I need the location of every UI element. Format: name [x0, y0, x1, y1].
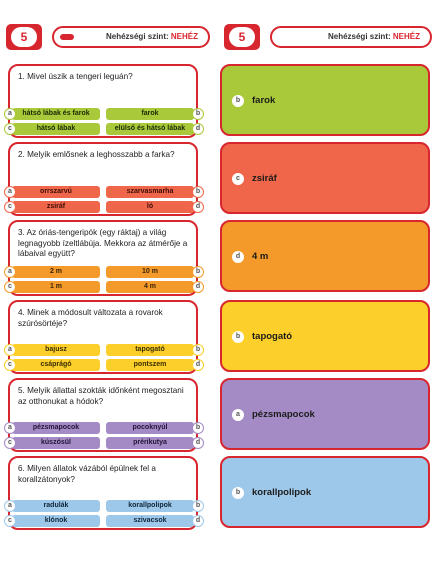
option-letter-b: b — [192, 500, 204, 512]
option-letter-a: a — [4, 186, 16, 198]
option-letter-d: d — [192, 515, 204, 527]
answer-card-5 — [220, 378, 430, 450]
option-letter-c: c — [4, 437, 16, 449]
answer-card-4 — [220, 300, 430, 372]
question-text: 3. Az óriás-tengeripók (egy ráktaj) a világ legnagyobb ízeltlábúja. Mekkora az átmérője a lábaival együtt? — [18, 228, 188, 258]
option-row — [2, 359, 204, 371]
option-b-button[interactable]: farok — [106, 108, 194, 120]
option-letter-a: a — [4, 108, 16, 120]
answer-card-3 — [220, 220, 430, 292]
option-d-button[interactable]: pontszem — [106, 359, 194, 371]
question-text: 6. Milyen állatok vázából épülnek fel a korallzátonyok? — [18, 464, 156, 484]
option-letter-a: a — [4, 266, 16, 278]
question-card-1 — [8, 64, 201, 138]
option-a-button[interactable]: bajusz — [12, 344, 100, 356]
option-row — [2, 123, 204, 135]
question-card-2 — [8, 142, 201, 216]
answer-text: tapogató — [252, 331, 293, 342]
option-row — [2, 500, 204, 512]
option-b-button[interactable]: pocoknyúl — [106, 422, 194, 434]
question-card-6 — [8, 456, 201, 530]
option-letter-c: c — [4, 281, 16, 293]
question-text: 1. Mivel úszik a tengeri leguán? — [18, 72, 133, 81]
answer-card-6 — [220, 456, 430, 528]
answer-text: korallpolipok — [252, 487, 312, 498]
option-letter-d: d — [192, 201, 204, 213]
answer-text: pézsmapocok — [252, 409, 315, 420]
option-d-button[interactable]: prérikutya — [106, 437, 194, 449]
option-letter-d: d — [192, 123, 204, 135]
option-row — [2, 344, 204, 356]
difficulty-label-text: Nehézségi szint: — [327, 32, 393, 41]
option-b-button[interactable]: korallpolipok — [106, 500, 194, 512]
answer-letter: b — [232, 487, 244, 499]
option-row — [2, 281, 204, 293]
option-d-button[interactable]: elülső és hátsó lábak — [106, 123, 194, 135]
option-a-button[interactable]: pézsmapocok — [12, 422, 100, 434]
option-d-button[interactable]: szivacsok — [106, 515, 194, 527]
option-row — [2, 186, 204, 198]
answer-letter: a — [232, 409, 244, 421]
answer-card-1 — [220, 64, 430, 136]
option-d-button[interactable]: ló — [106, 201, 194, 213]
option-letter-c: c — [4, 201, 16, 213]
option-letter-c: c — [4, 123, 16, 135]
header-right — [224, 24, 432, 50]
option-row — [2, 515, 204, 527]
option-c-button[interactable]: csáprágó — [12, 359, 100, 371]
option-letter-d: d — [192, 359, 204, 371]
option-a-button[interactable]: 2 m — [12, 266, 100, 278]
option-letter-d: d — [192, 281, 204, 293]
answer-text: 4 m — [252, 251, 269, 262]
header-left — [6, 24, 210, 50]
answer-text: zsiráf — [252, 173, 277, 184]
option-letter-b: b — [192, 422, 204, 434]
option-c-button[interactable]: 1 m — [12, 281, 100, 293]
option-b-button[interactable]: szarvasmarha — [106, 186, 194, 198]
card-number: 5 — [11, 27, 37, 47]
option-letter-b: b — [192, 108, 204, 120]
question-text: 5. Melyik állattal szokták időnként megosztani az otthonukat a hódok? — [18, 386, 184, 406]
answer-letter: b — [232, 95, 244, 107]
option-row — [2, 201, 204, 213]
option-c-button[interactable]: klónok — [12, 515, 100, 527]
card-number-badge — [224, 24, 260, 50]
option-letter-b: b — [192, 186, 204, 198]
option-letter-a: a — [4, 344, 16, 356]
option-b-button[interactable]: tapogató — [106, 344, 194, 356]
option-row — [2, 437, 204, 449]
question-text: 2. Melyik emlősnek a leghosszabb a farka? — [18, 150, 175, 159]
option-row — [2, 266, 204, 278]
difficulty-label — [270, 26, 432, 48]
question-card-3 — [8, 220, 201, 296]
option-letter-b: b — [192, 266, 204, 278]
difficulty-label-text: Nehézségi szint: — [105, 32, 171, 41]
option-row — [2, 422, 204, 434]
question-text: 4. Minek a módosult változata a rovarok szúrósörtéje? — [18, 308, 163, 328]
answer-text: farok — [252, 95, 276, 106]
option-a-button[interactable]: radulák — [12, 500, 100, 512]
question-card-5 — [8, 378, 201, 452]
answer-card-2 — [220, 142, 430, 214]
difficulty-value: NEHÉZ — [170, 32, 198, 41]
option-letter-a: a — [4, 422, 16, 434]
difficulty-value: NEHÉZ — [392, 32, 420, 41]
option-row — [2, 108, 204, 120]
answer-letter: d — [232, 251, 244, 263]
option-letter-a: a — [4, 500, 16, 512]
option-c-button[interactable]: kúszósül — [12, 437, 100, 449]
card-number: 5 — [229, 27, 255, 47]
question-card-4 — [8, 300, 201, 374]
option-d-button[interactable]: 4 m — [106, 281, 194, 293]
answer-letter: b — [232, 331, 244, 343]
answer-letter: c — [232, 173, 244, 185]
option-letter-c: c — [4, 359, 16, 371]
difficulty-label — [52, 26, 210, 48]
option-a-button[interactable]: hátsó lábak és farok — [12, 108, 100, 120]
option-letter-c: c — [4, 515, 16, 527]
option-letter-b: b — [192, 344, 204, 356]
option-b-button[interactable]: 10 m — [106, 266, 194, 278]
option-c-button[interactable]: zsiráf — [12, 201, 100, 213]
card-number-badge — [6, 24, 42, 50]
option-c-button[interactable]: hátsó lábak — [12, 123, 100, 135]
option-a-button[interactable]: orrszarvú — [12, 186, 100, 198]
option-letter-d: d — [192, 437, 204, 449]
